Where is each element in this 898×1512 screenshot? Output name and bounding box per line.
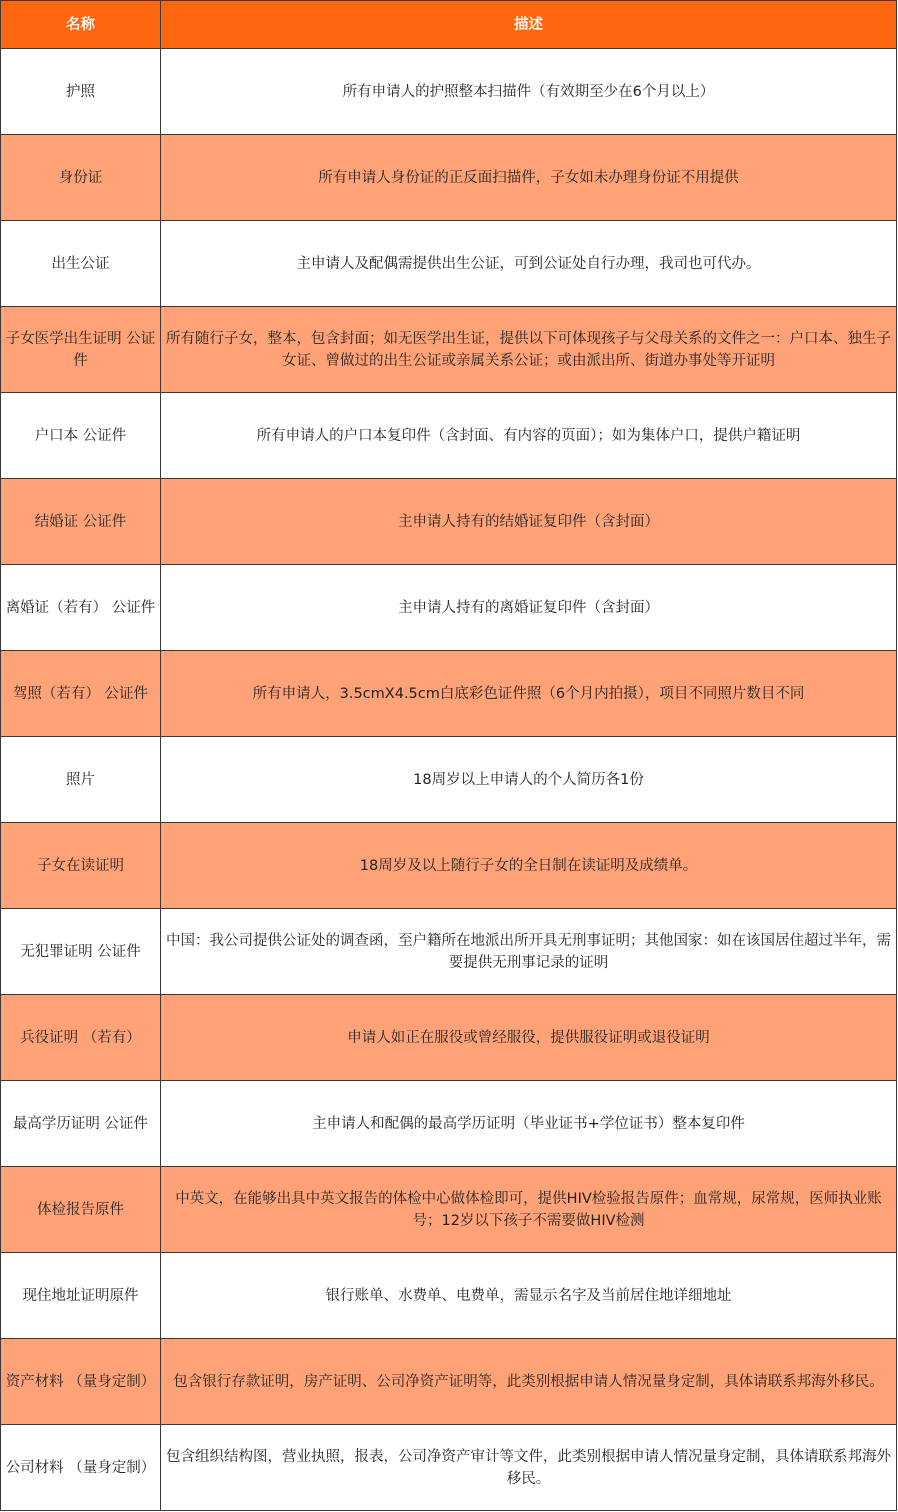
row-description: 申请人如正在服役或曾经服役，提供服役证明或退役证明: [161, 995, 897, 1081]
row-name: 结婚证 公证件: [1, 479, 161, 565]
header-description: 描述: [161, 1, 897, 49]
row-name: 资产材料 （量身定制）: [1, 1339, 161, 1425]
row-description: 包含组织结构图，营业执照，报表，公司净资产审计等文件，此类别根据申请人情况量身定制，具体请联系邦海外移民。: [161, 1425, 897, 1511]
row-description: 所有申请人身份证的正反面扫描件，子女如未办理身份证不用提供: [161, 135, 897, 221]
table-row: [1, 221, 897, 307]
table-row: [1, 49, 897, 135]
row-description: 主申请人及配偶需提供出生公证，可到公证处自行办理，我司也可代办。: [161, 221, 897, 307]
row-description: 包含银行存款证明，房产证明、公司净资产证明等，此类别根据申请人情况量身定制，具体请联系邦海外移民。: [161, 1339, 897, 1425]
table-row: [1, 1339, 897, 1425]
row-name: 出生公证: [1, 221, 161, 307]
table-header-row: [1, 1, 897, 49]
row-name: 驾照（若有） 公证件: [1, 651, 161, 737]
table-row: [1, 307, 897, 393]
row-name: 离婚证（若有） 公证件: [1, 565, 161, 651]
row-name: 子女在读证明: [1, 823, 161, 909]
row-name: 身份证: [1, 135, 161, 221]
row-description: 所有申请人的护照整本扫描件（有效期至少在6个月以上）: [161, 49, 897, 135]
table-row: [1, 479, 897, 565]
row-description: 主申请人持有的结婚证复印件（含封面）: [161, 479, 897, 565]
row-name: 体检报告原件: [1, 1167, 161, 1253]
row-description: 18周岁以上申请人的个人简历各1份: [161, 737, 897, 823]
row-name: 护照: [1, 49, 161, 135]
table-row: [1, 565, 897, 651]
row-description: 所有申请人的户口本复印件（含封面、有内容的页面）；如为集体户口，提供户籍证明: [161, 393, 897, 479]
row-description: 主申请人持有的离婚证复印件（含封面）: [161, 565, 897, 651]
table-row: [1, 1253, 897, 1339]
table-row: [1, 1167, 897, 1253]
row-description: 中国：我公司提供公证处的调查函，至户籍所在地派出所开具无刑事证明；其他国家：如在该国居住超过半年，需要提供无刑事记录的证明: [161, 909, 897, 995]
row-name: 子女医学出生证明 公证件: [1, 307, 161, 393]
row-name: 公司材料 （量身定制）: [1, 1425, 161, 1511]
table-row: [1, 651, 897, 737]
table-row: [1, 737, 897, 823]
row-name: 兵役证明 （若有）: [1, 995, 161, 1081]
table-row: [1, 823, 897, 909]
row-name: 照片: [1, 737, 161, 823]
row-description: 所有随行子女，整本，包含封面；如无医学出生证，提供以下可体现孩子与父母关系的文件之一：户口本、独生子女证、曾做过的出生公证或亲属关系公证；或由派出所、街道办事处等开证明: [161, 307, 897, 393]
table-row: [1, 995, 897, 1081]
row-name: 现住地址证明原件: [1, 1253, 161, 1339]
table-row: [1, 393, 897, 479]
row-description: 中英文，在能够出具中英文报告的体检中心做体检即可，提供HIV检验报告原件；血常规，尿常规，医师执业账号；12岁以下孩子不需要做HIV检测: [161, 1167, 897, 1253]
table-row: [1, 1425, 897, 1511]
row-description: 主申请人和配偶的最高学历证明（毕业证书+学位证书）整本复印件: [161, 1081, 897, 1167]
row-description: 银行账单、水费单、电费单，需显示名字及当前居住地详细地址: [161, 1253, 897, 1339]
row-description: 所有申请人，3.5cmX4.5cm白底彩色证件照（6个月内拍摄），项目不同照片数目不同: [161, 651, 897, 737]
row-description: 18周岁及以上随行子女的全日制在读证明及成绩单。: [161, 823, 897, 909]
row-name: 户口本 公证件: [1, 393, 161, 479]
row-name: 最高学历证明 公证件: [1, 1081, 161, 1167]
table-row: [1, 1081, 897, 1167]
row-name: 无犯罪证明 公证件: [1, 909, 161, 995]
header-name: 名称: [1, 1, 161, 49]
table-row: [1, 909, 897, 995]
table-row: [1, 135, 897, 221]
